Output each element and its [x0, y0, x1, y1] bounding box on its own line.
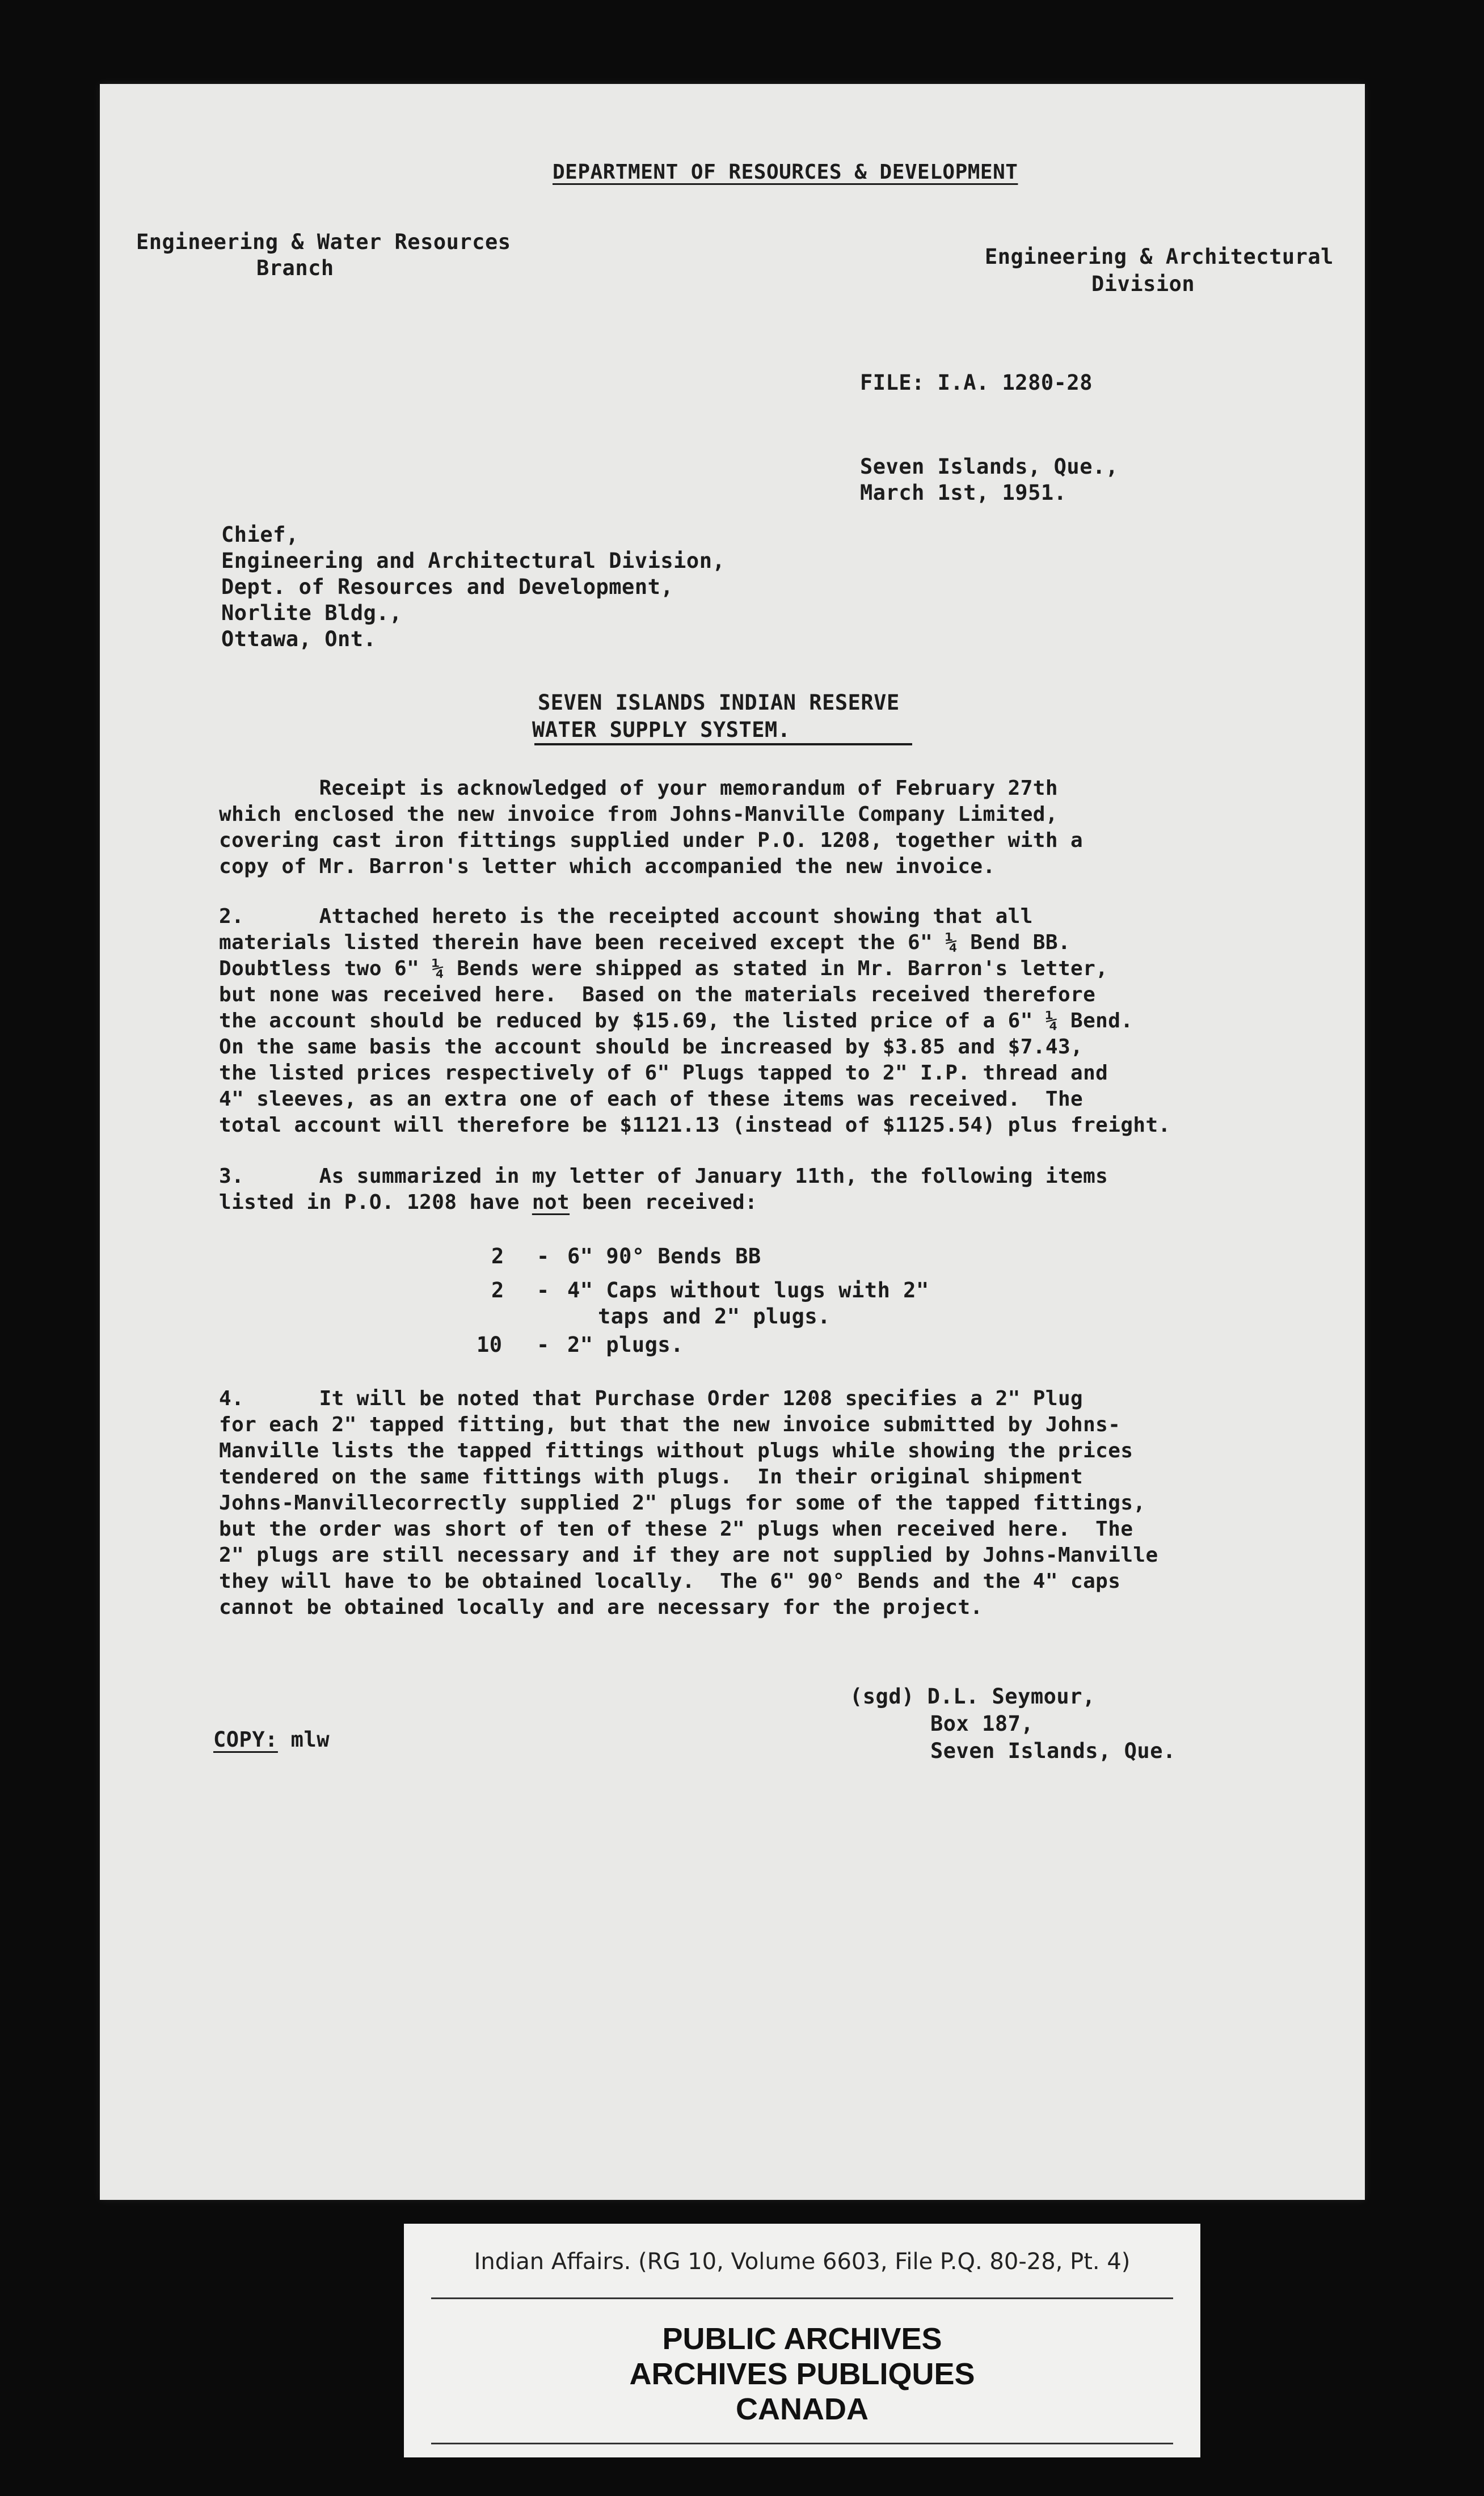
department-heading: DEPARTMENT OF RESOURCES & DEVELOPMENT	[553, 161, 1018, 184]
letter-page	[100, 84, 1365, 2200]
place-line: Seven Islands, Que.,	[860, 454, 1119, 479]
text-line: 4" sleeves, as an extra one of each of these items was received. The	[219, 1087, 1084, 1111]
archive-citation: Indian Affairs. (RG 10, Volume 6603, File P.Q. 80-28, Pt. 4)	[474, 2249, 1131, 2275]
subject-line-1: SEVEN ISLANDS INDIAN RESERVE	[538, 690, 900, 715]
text-line: Johns-Manvillecorrectly supplied 2" plugs for some of the tapped fittings,	[219, 1491, 1146, 1515]
copy-initials: mlw	[277, 1727, 330, 1752]
item-qty: 2	[491, 1278, 504, 1302]
signature-line: (sgd) D.L. Seymour,	[850, 1684, 1095, 1709]
text-line: total account will therefore be $1121.13 (instead of $1125.54) plus freight.	[219, 1114, 1171, 1137]
item-qty: 10	[477, 1333, 503, 1357]
text-fragment: been received:	[570, 1191, 758, 1214]
text-line: they will have to be obtained locally. The 6" 90° Bends and the 4" caps	[219, 1570, 1121, 1593]
item-desc: 6" 90° Bends BB	[567, 1244, 761, 1268]
archive-label	[404, 2224, 1200, 2457]
copy-note	[213, 1729, 330, 1750]
emphasis-not: not	[532, 1191, 570, 1214]
text-line: On the same basis the account should be increased by $3.85 and $7.43,	[219, 1035, 1084, 1059]
copy-label: COPY:	[213, 1727, 278, 1752]
label-divider	[431, 2443, 1173, 2444]
date-line: March 1st, 1951.	[860, 480, 1067, 505]
signature-line: Seven Islands, Que.	[930, 1739, 1176, 1763]
item-dash: -	[537, 1333, 550, 1357]
division-line-1: Engineering & Architectural	[985, 244, 1334, 269]
text-line: Receipt is acknowledged of your memorandum of February 27th	[219, 777, 1058, 800]
text-fragment: listed in P.O. 1208 have	[219, 1191, 532, 1214]
text-line: cannot be obtained locally and are necessary for the project.	[219, 1596, 983, 1619]
text-line: tendered on the same fittings with plugs. In their original shipment	[219, 1465, 1084, 1489]
text-line: 2" plugs are still necessary and if they are not supplied by Johns-Manville	[219, 1544, 1158, 1567]
recipient-line: Ottawa, Ont.	[221, 627, 377, 651]
division-line-2: Division	[1091, 272, 1195, 296]
text-line: but the order was short of ten of these 2" plugs when received here. The	[219, 1517, 1133, 1541]
text-line: 3. As summarized in my letter of January 11th, the following items	[219, 1165, 1108, 1188]
text-line: for each 2" tapped fitting, but that the new invoice submitted by Johns-	[219, 1413, 1121, 1436]
text-line: materials listed therein have been received except the 6" ¼ Bend BB.	[219, 931, 1071, 954]
recipient-line: Chief,	[221, 522, 299, 547]
subject-line-2: WATER SUPPLY SYSTEM.	[532, 718, 791, 742]
text-line: covering cast iron fittings supplied under P.O. 1208, together with a	[219, 829, 1084, 852]
archive-name-fr: ARCHIVES PUBLIQUES	[629, 2357, 975, 2391]
text-line	[219, 1192, 757, 1213]
item-desc: taps and 2" plugs.	[598, 1304, 830, 1329]
item-desc: 4" Caps without lugs with 2"	[567, 1278, 929, 1302]
text-line: 4. It will be noted that Purchase Order 1208 specifies a 2" Plug	[219, 1387, 1084, 1410]
signature-line: Box 187,	[930, 1711, 1034, 1736]
text-line: the listed prices respectively of 6" Plugs tapped to 2" I.P. thread and	[219, 1061, 1108, 1085]
text-line: Manville lists the tapped fittings without plugs while showing the prices	[219, 1439, 1133, 1462]
label-divider	[431, 2297, 1173, 2299]
recipient-line: Dept. of Resources and Development,	[221, 575, 674, 599]
subject-underline	[534, 743, 912, 745]
text-line: but none was received here. Based on the materials received therefore	[219, 983, 1096, 1006]
text-line: which enclosed the new invoice from Johns-Manville Company Limited,	[219, 803, 1058, 826]
item-desc: 2" plugs.	[567, 1333, 684, 1357]
text-line: the account should be reduced by $15.69, the listed price of a 6" ¼ Bend.	[219, 1009, 1133, 1032]
branch-line-1: Engineering & Water Resources	[136, 230, 511, 254]
branch-line-2: Branch	[256, 256, 334, 280]
archive-name-en: PUBLIC ARCHIVES	[662, 2322, 942, 2356]
archive-country: CANADA	[736, 2392, 869, 2426]
item-dash: -	[537, 1278, 550, 1302]
text-line: copy of Mr. Barron's letter which accompanied the new invoice.	[219, 855, 996, 878]
recipient-line: Norlite Bldg.,	[221, 601, 402, 625]
recipient-line: Engineering and Architectural Division,	[221, 549, 726, 573]
text-line: Doubtless two 6" ¼ Bends were shipped as stated in Mr. Barron's letter,	[219, 957, 1108, 980]
file-reference: FILE: I.A. 1280-28	[860, 370, 1093, 395]
text-line: 2. Attached hereto is the receipted account showing that all	[219, 905, 1033, 928]
item-qty: 2	[491, 1244, 504, 1268]
item-dash: -	[537, 1244, 550, 1268]
